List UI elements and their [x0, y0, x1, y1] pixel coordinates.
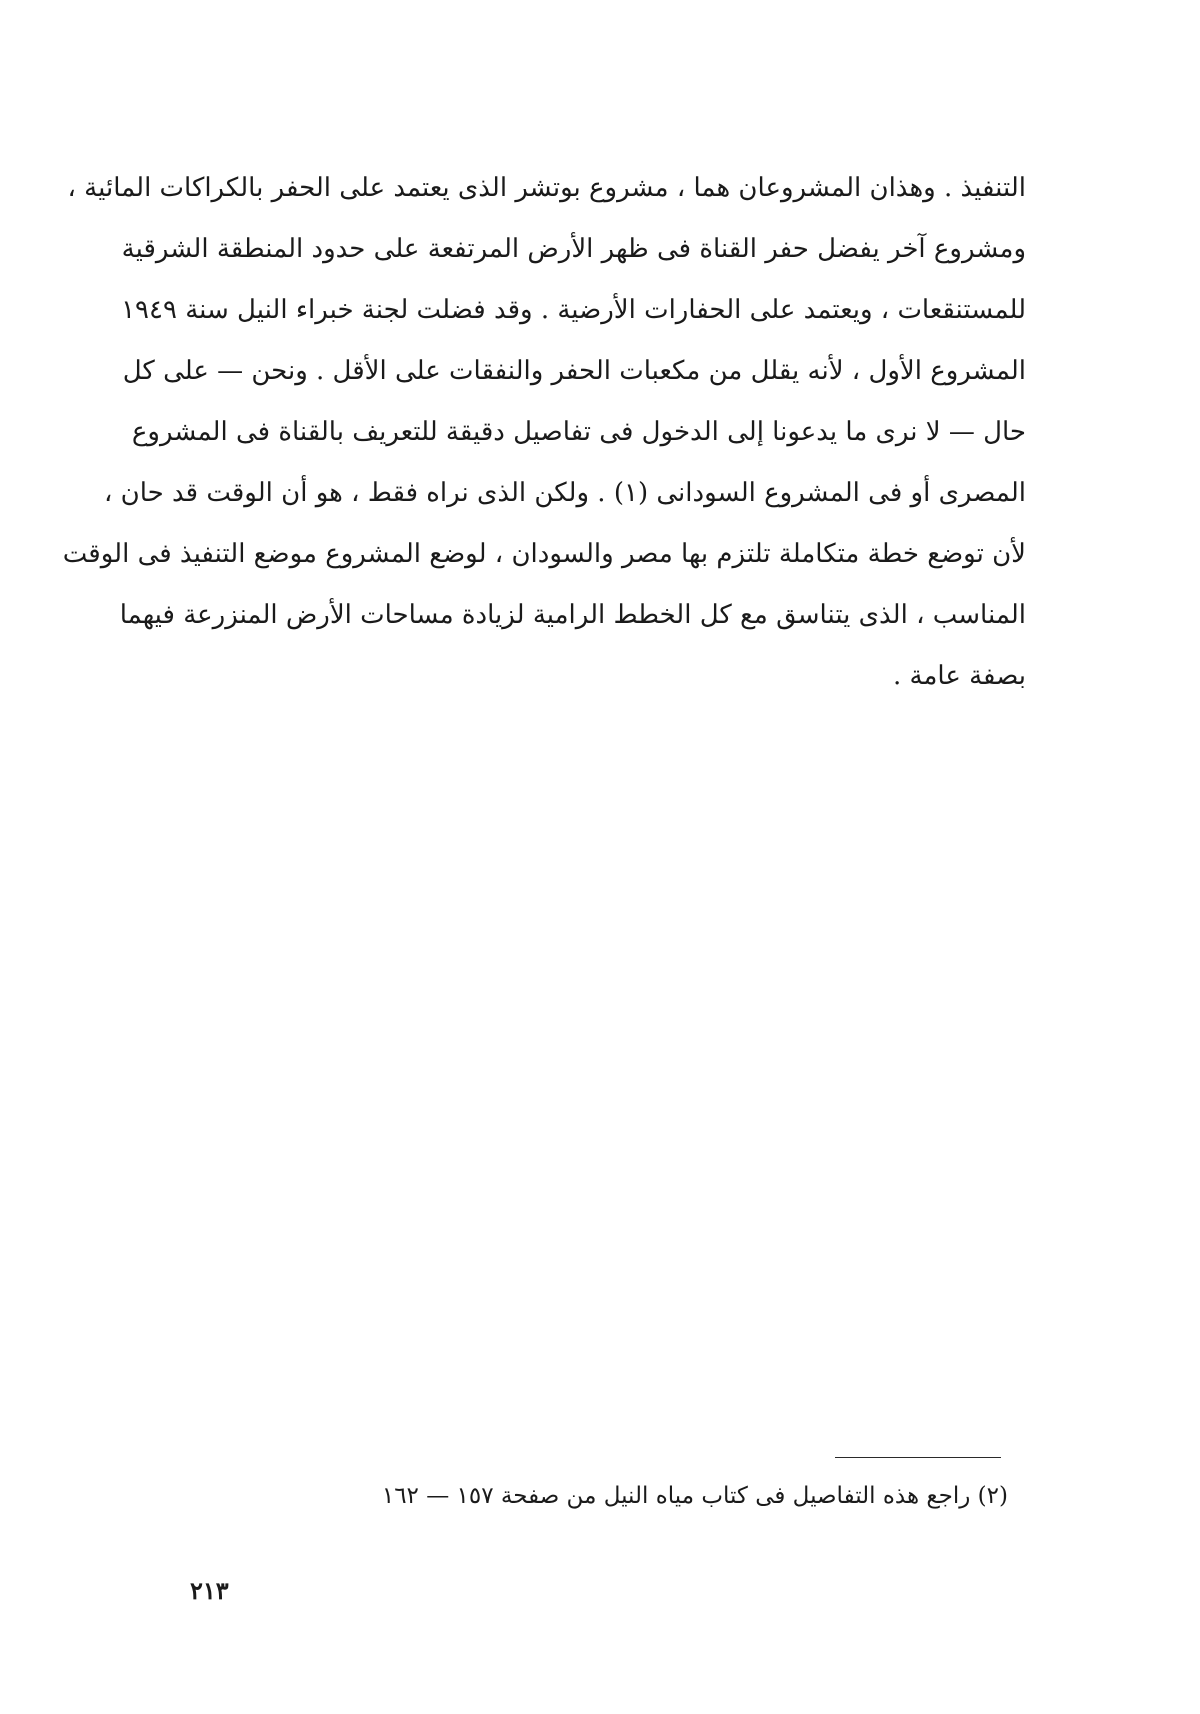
footnote: (٢) راجع هذه التفاصيل فى كتاب مياه النيل من صفحة ١٥٧ — ١٦٢ [381, 1483, 1008, 1509]
text-line: المشروع الأول ، لأنه يقلل من مكعبات الحفر والنفقات على الأقل . ونحن — على كل [122, 356, 1026, 386]
text-line: للمستنقعات ، ويعتمد على الحفارات الأرضية . وقد فضلت لجنة خبراء النيل سنة ١٩٤٩ [121, 295, 1026, 325]
text-line: المصرى أو فى المشروع السودانى (١) . ولكن الذى نراه فقط ، هو أن الوقت قد حان ، [103, 478, 1026, 508]
text-line-last: بصفة عامة . [893, 661, 1026, 691]
text-line: المناسب ، الذى يتناسق مع كل الخطط الرامية لزيادة مساحات الأرض المنزرعة فيهما [119, 600, 1026, 630]
page-number: ٢١٣ [190, 1576, 229, 1605]
text-line: التنفيذ . وهذان المشروعان هما ، مشروع بوتشر الذى يعتمد على الحفر بالكراكات المائية ، [67, 173, 1026, 203]
text-line: حال — لا نرى ما يدعونا إلى الدخول فى تفاصيل دقيقة للتعريف بالقناة فى المشروع [131, 417, 1026, 447]
body-paragraph [62, 158, 1026, 707]
text-line: ومشروع آخر يفضل حفر القناة فى ظهر الأرض المرتفعة على حدود المنطقة الشرقية [121, 234, 1026, 264]
text-line: لأن توضع خطة متكاملة تلتزم بها مصر والسودان ، لوضع المشروع موضع التنفيذ فى الوقت [62, 539, 1026, 569]
footnote-separator [835, 1457, 1001, 1458]
